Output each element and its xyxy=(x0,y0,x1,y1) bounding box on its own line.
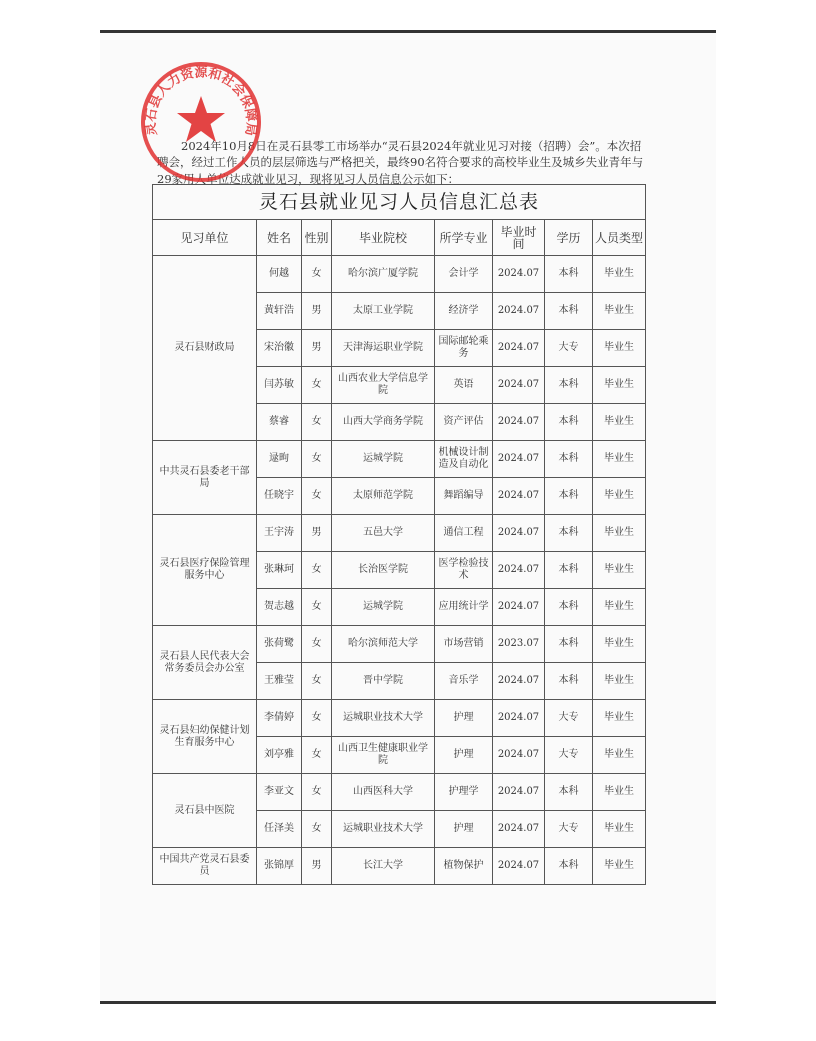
degree-cell: 本科 xyxy=(545,515,593,552)
gender-cell: 女 xyxy=(302,478,332,515)
name-cell: 李亚文 xyxy=(257,774,302,811)
name-cell: 蔡睿 xyxy=(257,404,302,441)
gender-cell: 女 xyxy=(302,404,332,441)
star-icon xyxy=(177,96,225,142)
major-cell: 市场营销 xyxy=(435,626,493,663)
gender-cell: 女 xyxy=(302,552,332,589)
major-cell: 英语 xyxy=(435,367,493,404)
name-cell: 张荷鹭 xyxy=(257,626,302,663)
type-cell: 毕业生 xyxy=(593,589,646,626)
name-cell: 任泽美 xyxy=(257,811,302,848)
school-cell: 运城学院 xyxy=(332,441,435,478)
table-row xyxy=(153,441,646,478)
grad-time-cell: 2024.07 xyxy=(493,811,545,848)
school-cell: 太原师范学院 xyxy=(332,478,435,515)
major-cell: 会计学 xyxy=(435,256,493,293)
type-cell: 毕业生 xyxy=(593,811,646,848)
school-cell: 山西农业大学信息学院 xyxy=(332,367,435,404)
gender-cell: 女 xyxy=(302,441,332,478)
table-row xyxy=(153,700,646,737)
header-cell: 学历 xyxy=(545,220,593,256)
type-cell: 毕业生 xyxy=(593,367,646,404)
grad-time-cell: 2024.07 xyxy=(493,478,545,515)
name-cell: 王雅莹 xyxy=(257,663,302,700)
grad-time-cell: 2024.07 xyxy=(493,330,545,367)
name-cell: 刘亭雅 xyxy=(257,737,302,774)
degree-cell: 本科 xyxy=(545,774,593,811)
svg-text:灵石县人力资源和社会保障局: 灵石县人力资源和社会保障局 xyxy=(143,65,259,137)
header-cell: 所学专业 xyxy=(435,220,493,256)
school-cell: 五邑大学 xyxy=(332,515,435,552)
grad-time-cell: 2024.07 xyxy=(493,404,545,441)
unit-cell: 灵石县医疗保险管理服务中心 xyxy=(153,515,257,626)
grad-time-cell: 2024.07 xyxy=(493,663,545,700)
degree-cell: 本科 xyxy=(545,441,593,478)
school-cell: 长治医学院 xyxy=(332,552,435,589)
gender-cell: 女 xyxy=(302,589,332,626)
type-cell: 毕业生 xyxy=(593,478,646,515)
table-row xyxy=(153,626,646,663)
degree-cell: 本科 xyxy=(545,478,593,515)
major-cell: 护理学 xyxy=(435,774,493,811)
header-cell: 姓名 xyxy=(257,220,302,256)
school-cell: 山西医科大学 xyxy=(332,774,435,811)
intro-paragraph: 2024年10月8日在灵石县零工市场举办“灵石县2024年就业见习对接（招聘）会”。本次招聘会，经过工作人员的层层筛选与严格把关，最终90名符合要求的高校毕业生及城乡失业青年与29家用人单位达成就业见习，现将见习人员信息公示如下： xyxy=(157,138,644,186)
grad-time-cell: 2024.07 xyxy=(493,589,545,626)
degree-cell: 本科 xyxy=(545,367,593,404)
school-cell: 运城职业技术大学 xyxy=(332,700,435,737)
name-cell: 李倩婷 xyxy=(257,700,302,737)
gender-cell: 女 xyxy=(302,700,332,737)
degree-cell: 本科 xyxy=(545,626,593,663)
unit-cell: 灵石县财政局 xyxy=(153,256,257,441)
major-cell: 通信工程 xyxy=(435,515,493,552)
name-cell: 宋治徽 xyxy=(257,330,302,367)
table-row xyxy=(153,256,646,293)
degree-cell: 大专 xyxy=(545,811,593,848)
major-cell: 应用统计学 xyxy=(435,589,493,626)
degree-cell: 大专 xyxy=(545,700,593,737)
school-cell: 长江大学 xyxy=(332,848,435,885)
school-cell: 山西大学商务学院 xyxy=(332,404,435,441)
grad-time-cell: 2024.07 xyxy=(493,515,545,552)
school-cell: 山西卫生健康职业学院 xyxy=(332,737,435,774)
official-seal xyxy=(137,58,265,186)
gender-cell: 女 xyxy=(302,626,332,663)
page-margin-left xyxy=(0,30,100,998)
type-cell: 毕业生 xyxy=(593,515,646,552)
name-cell: 黄轩浩 xyxy=(257,293,302,330)
grad-time-cell: 2024.07 xyxy=(493,737,545,774)
name-cell: 任晓宇 xyxy=(257,478,302,515)
type-cell: 毕业生 xyxy=(593,552,646,589)
degree-cell: 本科 xyxy=(545,663,593,700)
grad-time-cell: 2024.07 xyxy=(493,256,545,293)
degree-cell: 本科 xyxy=(545,552,593,589)
gender-cell: 女 xyxy=(302,663,332,700)
school-cell: 运城职业技术大学 xyxy=(332,811,435,848)
unit-cell: 中国共产党灵石县委员 xyxy=(153,848,257,885)
grad-time-cell: 2024.07 xyxy=(493,367,545,404)
name-cell: 张锦厚 xyxy=(257,848,302,885)
grad-time-cell: 2024.07 xyxy=(493,848,545,885)
type-cell: 毕业生 xyxy=(593,441,646,478)
gender-cell: 男 xyxy=(302,848,332,885)
table-row xyxy=(153,515,646,552)
school-cell: 哈尔滨师范大学 xyxy=(332,626,435,663)
type-cell: 毕业生 xyxy=(593,737,646,774)
type-cell: 毕业生 xyxy=(593,293,646,330)
unit-cell: 灵石县人民代表大会常务委员会办公室 xyxy=(153,626,257,700)
degree-cell: 本科 xyxy=(545,256,593,293)
major-cell: 护理 xyxy=(435,811,493,848)
table-title: 灵石县就业见习人员信息汇总表 xyxy=(153,185,646,220)
major-cell: 国际邮轮乘务 xyxy=(435,330,493,367)
name-cell: 闫苏敏 xyxy=(257,367,302,404)
school-cell: 天津海运职业学院 xyxy=(332,330,435,367)
header-cell: 毕业时间 xyxy=(493,220,545,256)
table-row xyxy=(153,848,646,885)
school-cell: 哈尔滨广厦学院 xyxy=(332,256,435,293)
school-cell: 运城学院 xyxy=(332,589,435,626)
gender-cell: 男 xyxy=(302,330,332,367)
header-cell: 人员类型 xyxy=(593,220,646,256)
unit-cell: 灵石县中医院 xyxy=(153,774,257,848)
name-cell: 何越 xyxy=(257,256,302,293)
gender-cell: 女 xyxy=(302,737,332,774)
gender-cell: 女 xyxy=(302,367,332,404)
type-cell: 毕业生 xyxy=(593,774,646,811)
degree-cell: 本科 xyxy=(545,589,593,626)
table-body xyxy=(153,256,646,885)
type-cell: 毕业生 xyxy=(593,256,646,293)
header-cell: 性别 xyxy=(302,220,332,256)
major-cell: 护理 xyxy=(435,700,493,737)
name-cell: 贺志越 xyxy=(257,589,302,626)
school-cell: 太原工业学院 xyxy=(332,293,435,330)
type-cell: 毕业生 xyxy=(593,700,646,737)
degree-cell: 本科 xyxy=(545,848,593,885)
grad-time-cell: 2024.07 xyxy=(493,441,545,478)
table-row xyxy=(153,774,646,811)
grad-time-cell: 2024.07 xyxy=(493,774,545,811)
gender-cell: 男 xyxy=(302,515,332,552)
type-cell: 毕业生 xyxy=(593,626,646,663)
major-cell: 植物保护 xyxy=(435,848,493,885)
info-table xyxy=(152,184,646,885)
major-cell: 护理 xyxy=(435,737,493,774)
degree-cell: 本科 xyxy=(545,404,593,441)
header-cell: 见习单位 xyxy=(153,220,257,256)
school-cell: 晋中学院 xyxy=(332,663,435,700)
major-cell: 经济学 xyxy=(435,293,493,330)
table-header-row xyxy=(153,220,646,256)
grad-time-cell: 2024.07 xyxy=(493,552,545,589)
major-cell: 医学检验技术 xyxy=(435,552,493,589)
name-cell: 王宇涛 xyxy=(257,515,302,552)
major-cell: 舞蹈编导 xyxy=(435,478,493,515)
major-cell: 机械设计制造及自动化 xyxy=(435,441,493,478)
unit-cell: 灵石县妇幼保健计划生育服务中心 xyxy=(153,700,257,774)
gender-cell: 男 xyxy=(302,293,332,330)
major-cell: 音乐学 xyxy=(435,663,493,700)
gender-cell: 女 xyxy=(302,256,332,293)
major-cell: 资产评估 xyxy=(435,404,493,441)
type-cell: 毕业生 xyxy=(593,404,646,441)
degree-cell: 大专 xyxy=(545,330,593,367)
degree-cell: 大专 xyxy=(545,737,593,774)
header-cell: 毕业院校 xyxy=(332,220,435,256)
grad-time-cell: 2023.07 xyxy=(493,626,545,663)
name-cell: 张琳珂 xyxy=(257,552,302,589)
type-cell: 毕业生 xyxy=(593,848,646,885)
name-cell: 逯昫 xyxy=(257,441,302,478)
gender-cell: 女 xyxy=(302,774,332,811)
grad-time-cell: 2024.07 xyxy=(493,293,545,330)
degree-cell: 本科 xyxy=(545,293,593,330)
grad-time-cell: 2024.07 xyxy=(493,700,545,737)
unit-cell: 中共灵石县委老干部局 xyxy=(153,441,257,515)
type-cell: 毕业生 xyxy=(593,663,646,700)
gender-cell: 女 xyxy=(302,811,332,848)
type-cell: 毕业生 xyxy=(593,330,646,367)
